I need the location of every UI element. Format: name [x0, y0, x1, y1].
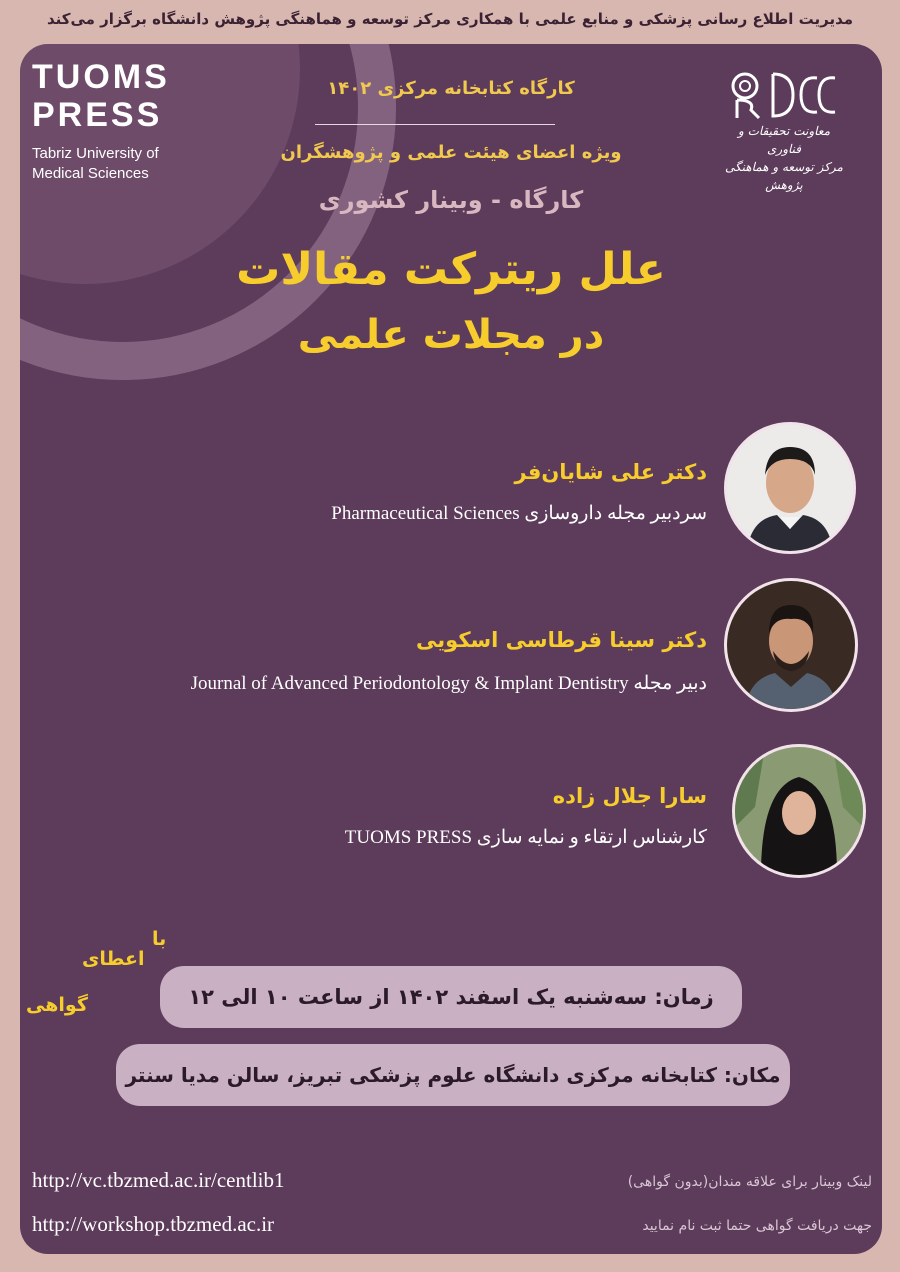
registration-note: جهت دریافت گواهی حتما ثبت نام نمایید — [642, 1218, 872, 1234]
poster-panel — [20, 44, 882, 1254]
logo-line-2: PRESS — [32, 96, 163, 134]
registration-link[interactable]: http://workshop.tbzmed.ac.ir — [32, 1212, 275, 1236]
logo-line-4: Medical Sciences — [32, 165, 149, 182]
certificate-word-2: اعطای — [82, 948, 145, 970]
tuoms-press-logo — [32, 58, 170, 184]
audience-line: ویژه اعضای هیئت علمی و پژوهشگران — [280, 142, 622, 163]
webinar-link[interactable]: http://vc.tbzmed.ac.ir/centlib1 — [32, 1168, 285, 1192]
workshop-title: کارگاه کتابخانه مرکزی ۱۴۰۲ — [327, 78, 575, 99]
title-divider — [315, 124, 555, 125]
speaker-1-name: دکتر علی شایان‌فر — [514, 460, 707, 484]
speaker-2-photo — [724, 578, 858, 712]
logo-line-1: TUOMS — [32, 58, 170, 96]
logo-line-3: Tabriz University of — [32, 145, 159, 162]
speaker-2-name: دکتر سینا قرطاسی اسکویی — [416, 628, 707, 652]
speaker-1-photo — [724, 422, 856, 554]
speaker-2-avatar-icon — [727, 581, 855, 709]
speaker-1-avatar-icon — [727, 425, 853, 551]
rdcc-text-2: مرکز توسعه و هماهنگی پژوهش — [725, 160, 843, 192]
speaker-3-role: کارشناس ارتقاء و نمایه سازی TUOMS PRESS — [344, 827, 707, 848]
rdcc-text-1: معاونت تحقیقات و فناوری — [737, 124, 830, 156]
speaker-3-avatar-icon — [735, 747, 863, 875]
speaker-2-role: دبیر مجله Journal of Advanced Periodontology & Implant Dentistry — [190, 673, 707, 694]
place-pill: مکان: کتابخانه مرکزی دانشگاه علوم پزشکی تبریز، سالن مدیا سنتر — [116, 1044, 790, 1106]
certificate-word-1: با — [152, 928, 167, 950]
sub-title: در مجلات علمی — [297, 312, 605, 358]
time-pill: زمان: سه‌شنبه یک اسفند ۱۴۰۲ از ساعت ۱۰ الی ۱۲ — [160, 966, 742, 1028]
header-line: مدیریت اطلاع رسانی پزشکی و منابع علمی با همکاری مرکز توسعه و هماهنگی پژوهش دانشگاه برگزار می‌کند — [46, 10, 854, 28]
speaker-3-photo — [732, 744, 866, 878]
main-title: علل ریترکت مقالات — [236, 244, 666, 295]
speaker-1-role: سردبیر مجله داروسازی Pharmaceutical Sciences — [331, 503, 707, 524]
certificate-word-3: گواهی — [26, 994, 88, 1016]
event-type: کارگاه - وبینار کشوری — [318, 186, 584, 214]
speaker-3-name: سارا جلال زاده — [552, 784, 707, 808]
webinar-note: لینک وبینار برای علاقه مندان(بدون گواهی) — [627, 1174, 872, 1190]
